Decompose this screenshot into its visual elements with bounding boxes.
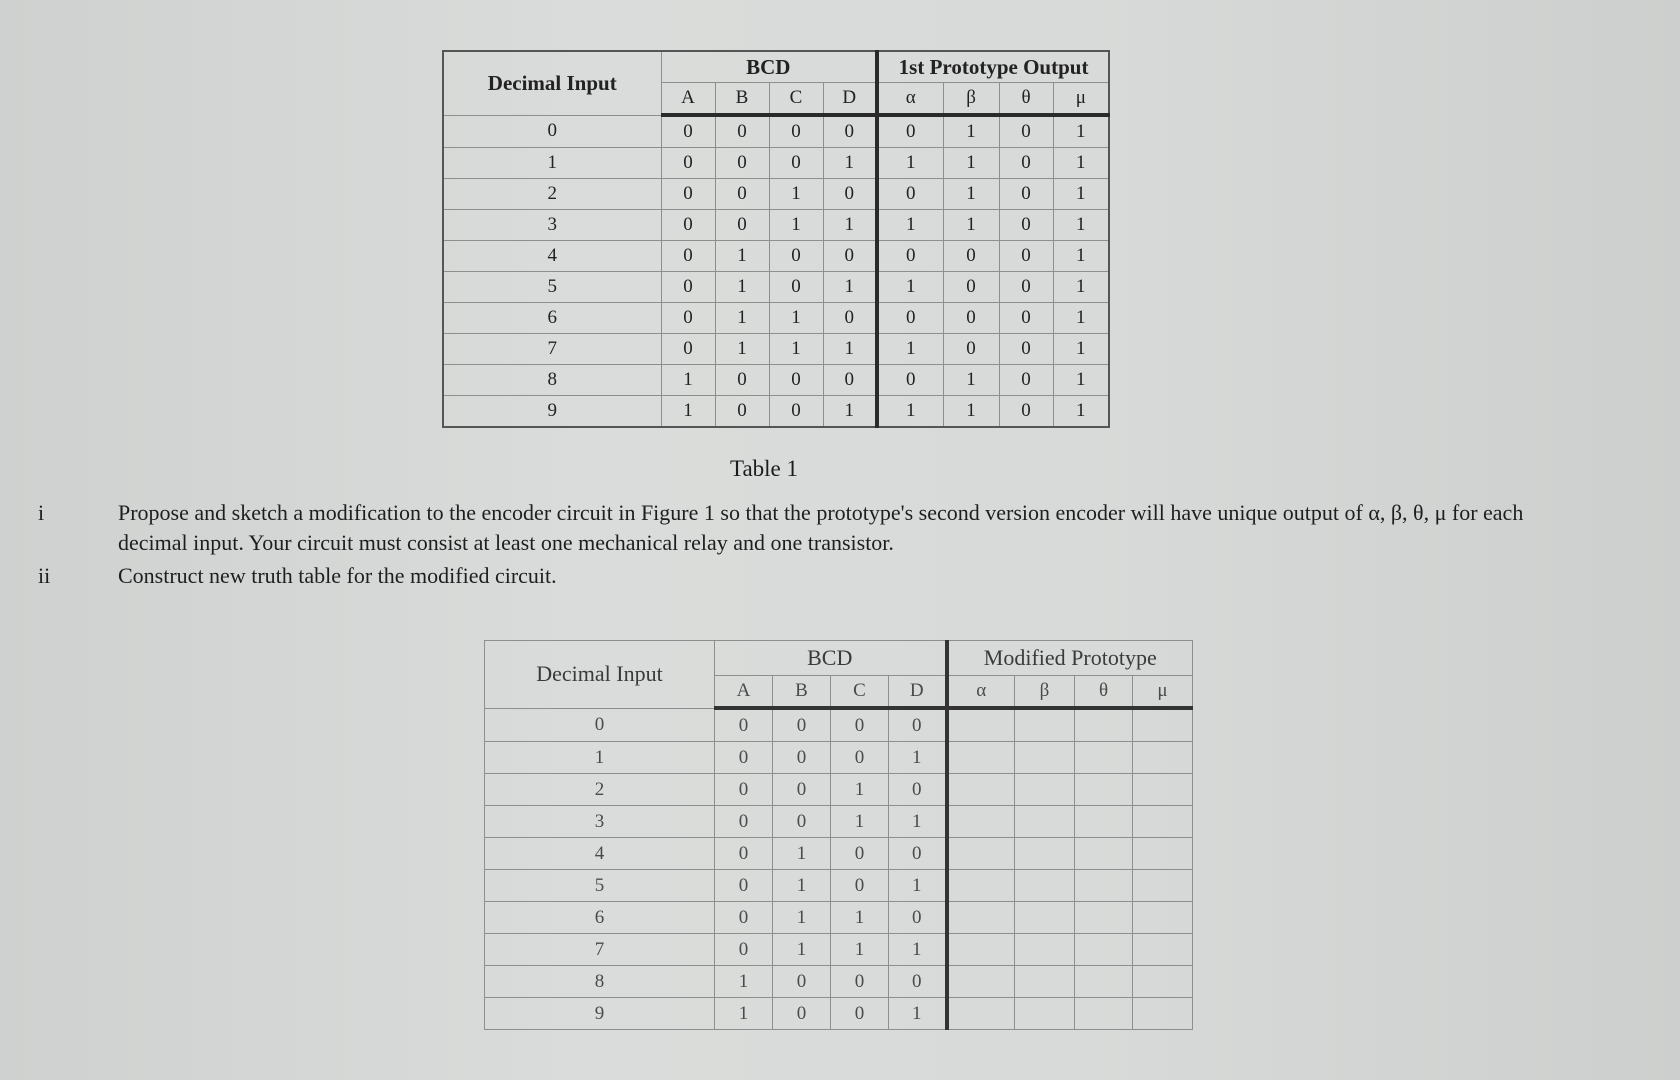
output-cell bbox=[947, 902, 1015, 934]
output-cell: 0 bbox=[877, 241, 943, 272]
bcd-cell: 0 bbox=[823, 115, 877, 148]
output-cell bbox=[1075, 774, 1133, 806]
output-cell: 0 bbox=[999, 272, 1053, 303]
bcd-cell: 0 bbox=[661, 179, 715, 210]
decimal-cell: 5 bbox=[485, 870, 715, 902]
bcd-cell: 0 bbox=[715, 148, 769, 179]
output-cell bbox=[1133, 742, 1193, 774]
decimal-input-header: Decimal Input bbox=[443, 51, 661, 115]
output-cell: 0 bbox=[999, 148, 1053, 179]
bcd-cell: 0 bbox=[823, 303, 877, 334]
bcd-cell: 0 bbox=[769, 115, 823, 148]
bcd-cell: 0 bbox=[769, 148, 823, 179]
bcd-col-header: D bbox=[889, 676, 947, 709]
output-cell bbox=[1133, 902, 1193, 934]
bcd-cell: 1 bbox=[889, 934, 947, 966]
output-cell bbox=[947, 838, 1015, 870]
bcd-cell: 0 bbox=[823, 365, 877, 396]
table1-body bbox=[443, 115, 1109, 427]
decimal-cell: 6 bbox=[485, 902, 715, 934]
output-cell: 1 bbox=[1053, 241, 1109, 272]
decimal-cell: 5 bbox=[443, 272, 661, 303]
prototype-truth-table bbox=[442, 50, 1110, 428]
output-cell: 1 bbox=[943, 179, 999, 210]
bcd-cell: 1 bbox=[831, 774, 889, 806]
table-row bbox=[443, 272, 1109, 303]
output-cell bbox=[947, 708, 1015, 742]
bcd-cell: 0 bbox=[831, 870, 889, 902]
output-cell bbox=[1075, 998, 1133, 1030]
table-row bbox=[485, 870, 1193, 902]
bcd-cell: 0 bbox=[715, 115, 769, 148]
bcd-cell: 0 bbox=[823, 241, 877, 272]
output-cell: 0 bbox=[999, 365, 1053, 396]
table-row bbox=[485, 998, 1193, 1030]
bcd-cell: 1 bbox=[889, 806, 947, 838]
bcd-cell: 0 bbox=[831, 838, 889, 870]
output-cell: 0 bbox=[877, 303, 943, 334]
bcd-cell: 1 bbox=[823, 272, 877, 303]
output-cell: 0 bbox=[943, 303, 999, 334]
bcd-col-header: A bbox=[715, 676, 773, 709]
bcd-cell: 0 bbox=[831, 966, 889, 998]
decimal-cell: 7 bbox=[443, 334, 661, 365]
bcd-cell: 1 bbox=[823, 334, 877, 365]
bcd-cell: 1 bbox=[769, 334, 823, 365]
bcd-cell: 1 bbox=[769, 210, 823, 241]
decimal-cell: 4 bbox=[443, 241, 661, 272]
table-row bbox=[485, 708, 1193, 742]
decimal-cell: 3 bbox=[443, 210, 661, 241]
question-text: Construct new truth table for the modified circuit. bbox=[118, 563, 557, 588]
modified-truth-table bbox=[484, 640, 1193, 1030]
output-cell: 1 bbox=[943, 115, 999, 148]
output-col-header: θ bbox=[1075, 676, 1133, 709]
output-cell: 0 bbox=[999, 210, 1053, 241]
output-cell: 1 bbox=[1053, 179, 1109, 210]
bcd-cell: 0 bbox=[661, 210, 715, 241]
bcd-cell: 0 bbox=[715, 806, 773, 838]
bcd-cell: 1 bbox=[831, 902, 889, 934]
output-cell: 1 bbox=[877, 334, 943, 365]
bcd-cell: 1 bbox=[831, 934, 889, 966]
output-cell bbox=[1133, 870, 1193, 902]
output-cell bbox=[947, 774, 1015, 806]
output-cell: 1 bbox=[1053, 148, 1109, 179]
output-cell bbox=[947, 966, 1015, 998]
output-cell: 0 bbox=[943, 334, 999, 365]
bcd-cell: 0 bbox=[889, 774, 947, 806]
output-cell: 1 bbox=[1053, 210, 1109, 241]
output-cell: 1 bbox=[943, 396, 999, 428]
bcd-cell: 0 bbox=[769, 396, 823, 428]
decimal-cell: 0 bbox=[485, 708, 715, 742]
decimal-cell: 0 bbox=[443, 115, 661, 148]
output-cell: 0 bbox=[999, 241, 1053, 272]
table-row bbox=[443, 210, 1109, 241]
output-cell: 1 bbox=[1053, 365, 1109, 396]
output-cell: 0 bbox=[877, 365, 943, 396]
bcd-cell: 1 bbox=[715, 272, 769, 303]
bcd-cell: 1 bbox=[715, 966, 773, 998]
bcd-cell: 0 bbox=[715, 774, 773, 806]
bcd-cell: 1 bbox=[769, 303, 823, 334]
bcd-cell: 0 bbox=[831, 998, 889, 1030]
output-cell bbox=[1075, 742, 1133, 774]
decimal-input-header: Decimal Input bbox=[485, 641, 715, 709]
bcd-cell: 0 bbox=[773, 742, 831, 774]
bcd-cell: 0 bbox=[773, 998, 831, 1030]
bcd-cell: 1 bbox=[773, 870, 831, 902]
table-caption: Table 1 bbox=[730, 456, 799, 481]
bcd-cell: 0 bbox=[661, 241, 715, 272]
bcd-cell: 0 bbox=[715, 179, 769, 210]
output-cell bbox=[1015, 902, 1075, 934]
bcd-cell: 0 bbox=[715, 934, 773, 966]
bcd-cell: 1 bbox=[823, 210, 877, 241]
output-cell: 0 bbox=[877, 179, 943, 210]
output-cell: 0 bbox=[999, 115, 1053, 148]
table-row bbox=[485, 934, 1193, 966]
table-row bbox=[485, 774, 1193, 806]
bcd-cell: 0 bbox=[773, 966, 831, 998]
output-cell bbox=[1015, 966, 1075, 998]
bcd-cell: 1 bbox=[715, 303, 769, 334]
output-cell bbox=[1075, 934, 1133, 966]
bcd-cell: 0 bbox=[715, 365, 769, 396]
bcd-cell: 1 bbox=[823, 148, 877, 179]
output-cell bbox=[1015, 708, 1075, 742]
output-col-header: β bbox=[943, 83, 999, 116]
table-row bbox=[485, 902, 1193, 934]
table-row bbox=[485, 838, 1193, 870]
output-cell: 1 bbox=[943, 365, 999, 396]
output-cell: 1 bbox=[1053, 396, 1109, 428]
bcd-cell: 1 bbox=[773, 934, 831, 966]
output-cell bbox=[1133, 934, 1193, 966]
bcd-cell: 1 bbox=[715, 334, 769, 365]
output-cell: 0 bbox=[999, 303, 1053, 334]
table-row bbox=[443, 303, 1109, 334]
table-row bbox=[443, 334, 1109, 365]
output-cell bbox=[1133, 966, 1193, 998]
bcd-col-header: B bbox=[773, 676, 831, 709]
output-cell: 0 bbox=[943, 272, 999, 303]
output-cell bbox=[1075, 870, 1133, 902]
output-cell: 1 bbox=[1053, 334, 1109, 365]
output-cell bbox=[1133, 806, 1193, 838]
decimal-cell: 7 bbox=[485, 934, 715, 966]
output-cell: 1 bbox=[1053, 115, 1109, 148]
bcd-cell: 0 bbox=[773, 708, 831, 742]
output-col-header: μ bbox=[1133, 676, 1193, 709]
bcd-cell: 1 bbox=[661, 365, 715, 396]
output-header: Modified Prototype bbox=[947, 641, 1193, 676]
table-row bbox=[443, 179, 1109, 210]
output-col-header: μ bbox=[1053, 83, 1109, 116]
output-cell: 1 bbox=[943, 148, 999, 179]
table-row bbox=[443, 365, 1109, 396]
bcd-cell: 1 bbox=[823, 396, 877, 428]
table-row bbox=[443, 396, 1109, 428]
decimal-cell: 4 bbox=[485, 838, 715, 870]
bcd-cell: 1 bbox=[715, 998, 773, 1030]
bcd-cell: 0 bbox=[715, 902, 773, 934]
output-cell bbox=[1075, 838, 1133, 870]
decimal-cell: 8 bbox=[485, 966, 715, 998]
decimal-cell: 9 bbox=[443, 396, 661, 428]
bcd-cell: 0 bbox=[715, 838, 773, 870]
bcd-cell: 0 bbox=[715, 396, 769, 428]
bcd-header: BCD bbox=[715, 641, 947, 676]
output-cell bbox=[1133, 838, 1193, 870]
bcd-cell: 1 bbox=[661, 396, 715, 428]
table-row bbox=[443, 148, 1109, 179]
table2-body bbox=[485, 708, 1193, 1030]
decimal-cell: 6 bbox=[443, 303, 661, 334]
question-number: i bbox=[38, 500, 45, 525]
output-cell: 0 bbox=[877, 115, 943, 148]
output-cell: 1 bbox=[1053, 272, 1109, 303]
bcd-cell: 0 bbox=[661, 148, 715, 179]
bcd-cell: 0 bbox=[715, 870, 773, 902]
decimal-cell: 1 bbox=[443, 148, 661, 179]
question-number: ii bbox=[38, 563, 51, 588]
table-row bbox=[485, 742, 1193, 774]
question-item bbox=[38, 561, 1638, 593]
bcd-col-header: B bbox=[715, 83, 769, 116]
output-cell bbox=[1133, 774, 1193, 806]
output-cell: 0 bbox=[999, 334, 1053, 365]
output-cell: 0 bbox=[943, 241, 999, 272]
bcd-cell: 1 bbox=[773, 838, 831, 870]
output-cell: 1 bbox=[1053, 303, 1109, 334]
output-cell bbox=[947, 870, 1015, 902]
bcd-cell: 0 bbox=[889, 902, 947, 934]
bcd-cell: 0 bbox=[661, 303, 715, 334]
output-col-header: α bbox=[877, 83, 943, 116]
output-cell bbox=[1015, 742, 1075, 774]
output-cell bbox=[1015, 774, 1075, 806]
output-cell bbox=[1015, 934, 1075, 966]
bcd-cell: 1 bbox=[889, 870, 947, 902]
bcd-cell: 1 bbox=[769, 179, 823, 210]
output-header: 1st Prototype Output bbox=[877, 51, 1109, 83]
bcd-cell: 0 bbox=[769, 272, 823, 303]
output-cell: 1 bbox=[943, 210, 999, 241]
output-cell bbox=[947, 998, 1015, 1030]
bcd-cell: 1 bbox=[715, 241, 769, 272]
bcd-cell: 0 bbox=[773, 806, 831, 838]
output-cell bbox=[1075, 708, 1133, 742]
bcd-cell: 0 bbox=[769, 241, 823, 272]
output-cell bbox=[1075, 966, 1133, 998]
bcd-cell: 0 bbox=[661, 115, 715, 148]
output-col-header: β bbox=[1015, 676, 1075, 709]
bcd-cell: 1 bbox=[889, 742, 947, 774]
question-item bbox=[38, 498, 1638, 562]
bcd-cell: 0 bbox=[889, 966, 947, 998]
decimal-cell: 3 bbox=[485, 806, 715, 838]
output-cell: 1 bbox=[877, 148, 943, 179]
output-col-header: α bbox=[947, 676, 1015, 709]
output-cell bbox=[1015, 870, 1075, 902]
bcd-col-header: A bbox=[661, 83, 715, 116]
table-row bbox=[485, 966, 1193, 998]
output-cell bbox=[1133, 998, 1193, 1030]
bcd-cell: 1 bbox=[889, 998, 947, 1030]
question-text: Propose and sketch a modification to the encoder circuit in Figure 1 so that the prototype's second version encoder will have unique output of α, β, θ, μ for each decimal input. Your circuit must consist at least one mechanical relay and one transistor. bbox=[118, 500, 1524, 555]
output-cell bbox=[947, 934, 1015, 966]
output-cell: 1 bbox=[877, 272, 943, 303]
decimal-cell: 1 bbox=[485, 742, 715, 774]
decimal-cell: 2 bbox=[485, 774, 715, 806]
bcd-cell: 0 bbox=[773, 774, 831, 806]
output-cell bbox=[1015, 998, 1075, 1030]
bcd-cell: 1 bbox=[831, 806, 889, 838]
output-cell: 1 bbox=[877, 210, 943, 241]
bcd-cell: 0 bbox=[661, 272, 715, 303]
output-cell bbox=[1015, 838, 1075, 870]
bcd-cell: 0 bbox=[889, 838, 947, 870]
output-cell bbox=[1015, 806, 1075, 838]
bcd-cell: 0 bbox=[831, 708, 889, 742]
output-cell bbox=[947, 742, 1015, 774]
bcd-cell: 0 bbox=[831, 742, 889, 774]
table-row bbox=[443, 241, 1109, 272]
bcd-cell: 0 bbox=[715, 742, 773, 774]
bcd-cell: 1 bbox=[773, 902, 831, 934]
bcd-col-header: C bbox=[831, 676, 889, 709]
bcd-cell: 0 bbox=[769, 365, 823, 396]
output-cell: 0 bbox=[999, 396, 1053, 428]
decimal-cell: 8 bbox=[443, 365, 661, 396]
output-cell: 1 bbox=[877, 396, 943, 428]
bcd-cell: 0 bbox=[889, 708, 947, 742]
bcd-cell: 0 bbox=[823, 179, 877, 210]
decimal-cell: 2 bbox=[443, 179, 661, 210]
decimal-cell: 9 bbox=[485, 998, 715, 1030]
bcd-col-header: C bbox=[769, 83, 823, 116]
output-cell: 0 bbox=[999, 179, 1053, 210]
output-cell bbox=[1133, 708, 1193, 742]
bcd-cell: 0 bbox=[715, 210, 769, 241]
output-cell bbox=[947, 806, 1015, 838]
table-row bbox=[443, 115, 1109, 148]
bcd-col-header: D bbox=[823, 83, 877, 116]
table-row bbox=[485, 806, 1193, 838]
output-cell bbox=[1075, 902, 1133, 934]
bcd-cell: 0 bbox=[661, 334, 715, 365]
output-col-header: θ bbox=[999, 83, 1053, 116]
output-cell bbox=[1075, 806, 1133, 838]
bcd-cell: 0 bbox=[715, 708, 773, 742]
bcd-header: BCD bbox=[661, 51, 877, 83]
